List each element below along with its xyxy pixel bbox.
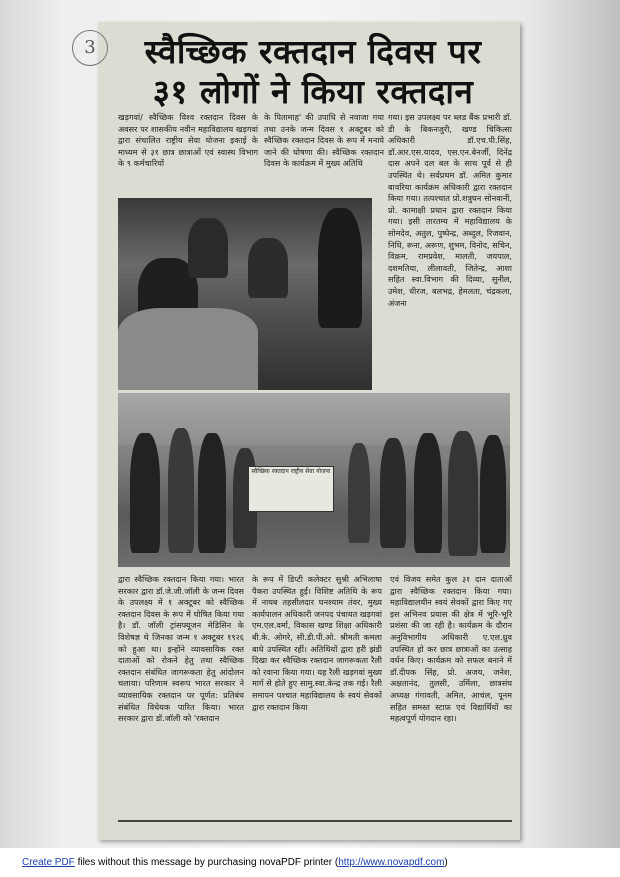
- article-column-1-bottom: द्वारा स्वैच्छिक रक्तदान किया गया। भारत सरकार द्वारा डॉ.जे.जी.जॉली के जन्म दिवस के उपलक्ष्य में १ अक्टूबर को स्वैच्छिक रक्तदान दिवस के रूप में घोषित किया गया है। डॉ. जॉली ट्रांसफ्यूजन मेडिसिन के विशेषज्ञ थे जिनका जन्म १ अक्टूबर १९२६ को हुआ था। इन्होंने व्यावसायिक रक्त दाताओं को रोकने हेतु तथा स्वैच्छिक रक्तदान संबंधित जागरूकता हेतु आंदोलन चलाया। परिणाम स्वरूप भारत सरकार ने व्यावसायिक रक्तदान पर पूर्णत: प्रतिबंध संबंधित विधेयक पारित किया। भारत सरकार द्वारा डॉ.जॉली को 'रक्तदान: [118, 574, 244, 724]
- article-column-1-top: खड़गवां/ स्वैच्छिक विश्व रक्तदान दिवस के अवसर पर शासकीय नवीन महाविद्यालय खड़गवां द्वारा संचालित राष्ट्रीय सेवा योजना इकाई के माध्यम से ३१ छात्र छात्राओं एवं स्वास्थ विभाग के ९ कर्मचारियों: [118, 112, 258, 169]
- headline-line-2: ३१ लोगों ने किया रक्तदान: [152, 72, 474, 111]
- create-pdf-link[interactable]: Create PDF: [22, 857, 75, 868]
- pdf-footer: [22, 857, 448, 868]
- blood-donation-photo: [118, 198, 372, 390]
- footer-end: ): [444, 857, 448, 868]
- footer-text: files without this message by purchasing novaPDF printer (: [74, 857, 339, 868]
- article-column-3-top: गया। इस उपलक्ष्य पर ब्लड बैंक प्रभारी डॉ. डी के बिकनजुरी, खण्ड चिकित्सा अधिकारी डॉ.एच.पी.सिंह, डॉ.आर.एस.यादव, एस.एन.बेनर्जी, दिनेंद्र दास अपने दल बल के साथ पूर्व से ही उपस्थित थे। सर्वप्रथम डॉ. अमित कुमार बावरिया कार्यक्रम अधिकारी द्वारा रक्तदान किया गया। तत्पश्चात प्रो.शत्रुघन सोनवानी, प्रो. कामाक्षी प्रधान द्वारा रक्तदान किया गया। इसी तारतम्य में महाविद्यालय के सोमदेव, अतुल, पुष्पेन्द्र, अब्दुल, रिजवान, निधि, रूना, अरूण, शुभम, विनोद, सचिन, विक्रम, रामप्रवेश, मालती, जयपाल, दशमतिया, लीलावती, जितेन्द्र, आशा सहित स्वा.विभाग की दिव्या, सुनील, उमेश, धीरज, बलभद्र, हेमलता, चंद्रकला, अंजना: [388, 112, 512, 308]
- novapdf-url-link[interactable]: http://www.novapdf.com: [338, 857, 445, 868]
- handwritten-page-number: 3: [72, 30, 108, 66]
- headline-line-1: स्वैच्छिक रक्तदान दिवस पर: [144, 32, 482, 71]
- article-column-2-bottom: के रूप में डिप्टी कलेक्टर सुश्री अभिलाषा पैकरा उपस्थित हुईं। विशिष्ट अतिथि के रूप में नायब तहसीलदार घनश्याम तंवर, मुख्य कार्यपालन अधिकारी जनपद पंचायत खड़गवां एम.एल.वर्मा, विकास खण्ड शिक्षा अधिकारी बी.के. ओगरे, सी.डी.पी.ओ. श्रीमती कमला बाघे उपस्थित रहीं। अतिथियों द्वारा हरी झंडी दिखा कर स्वैच्छिक रक्तदान जागरूकता रैली को रवाना किया गया। यह रैली खड़गवां मुख्य मार्ग से होते हुए सामु.स्वा.केन्द्र तक गई। रैली समापन पश्चात महाविद्यालय के स्वयं सेवकों द्वारा रक्तदान किया: [252, 574, 382, 712]
- rally-banner: स्वैच्छिक रक्तदान राष्ट्रीय सेवा योजना: [248, 466, 334, 512]
- article-column-2-top: के पितामाह' की उपाधि से नवाजा गया तथा उनके जन्म दिवस १ अक्टूबर को स्वैच्छिक रक्तदान दिवस के रूप में मनाये जाने की घोषणा की। स्वैच्छिक रक्तदान दिवस के कार्यक्रम में मुख्य अतिथि: [264, 112, 384, 169]
- bottom-rule: [118, 820, 512, 822]
- article-column-3-bottom: एवं विजय समेत कुल ३१ दान दाताओं द्वारा स्वैच्छिक रक्तदान किया गया। महाविद्यालयीन स्वयं सेवकों द्वारा किए गए इस अभिनव प्रयास की क्षेत्र में भूरि-भूरि प्रशंसा की जा रही है। कार्यक्रम के दौरान अनुविभागीय अधिकारी ए.एल.ध्रुव उपस्थित हो कर छात्र छात्राओं का उत्साह वर्धन किए। कार्यक्रम को सफल बनाने में डॉ.दीपक सिंह, प्रो. अजय, जनेश, अक्षतानंद, तुलसी, उर्मिला, छात्रसंघ अध्यक्ष गंगावती, अमित, आचंल, पूनम सहित समस्त स्टाफ़ एवं विद्यार्थियों का महत्वपूर्ण योगदान रहा।: [390, 574, 512, 724]
